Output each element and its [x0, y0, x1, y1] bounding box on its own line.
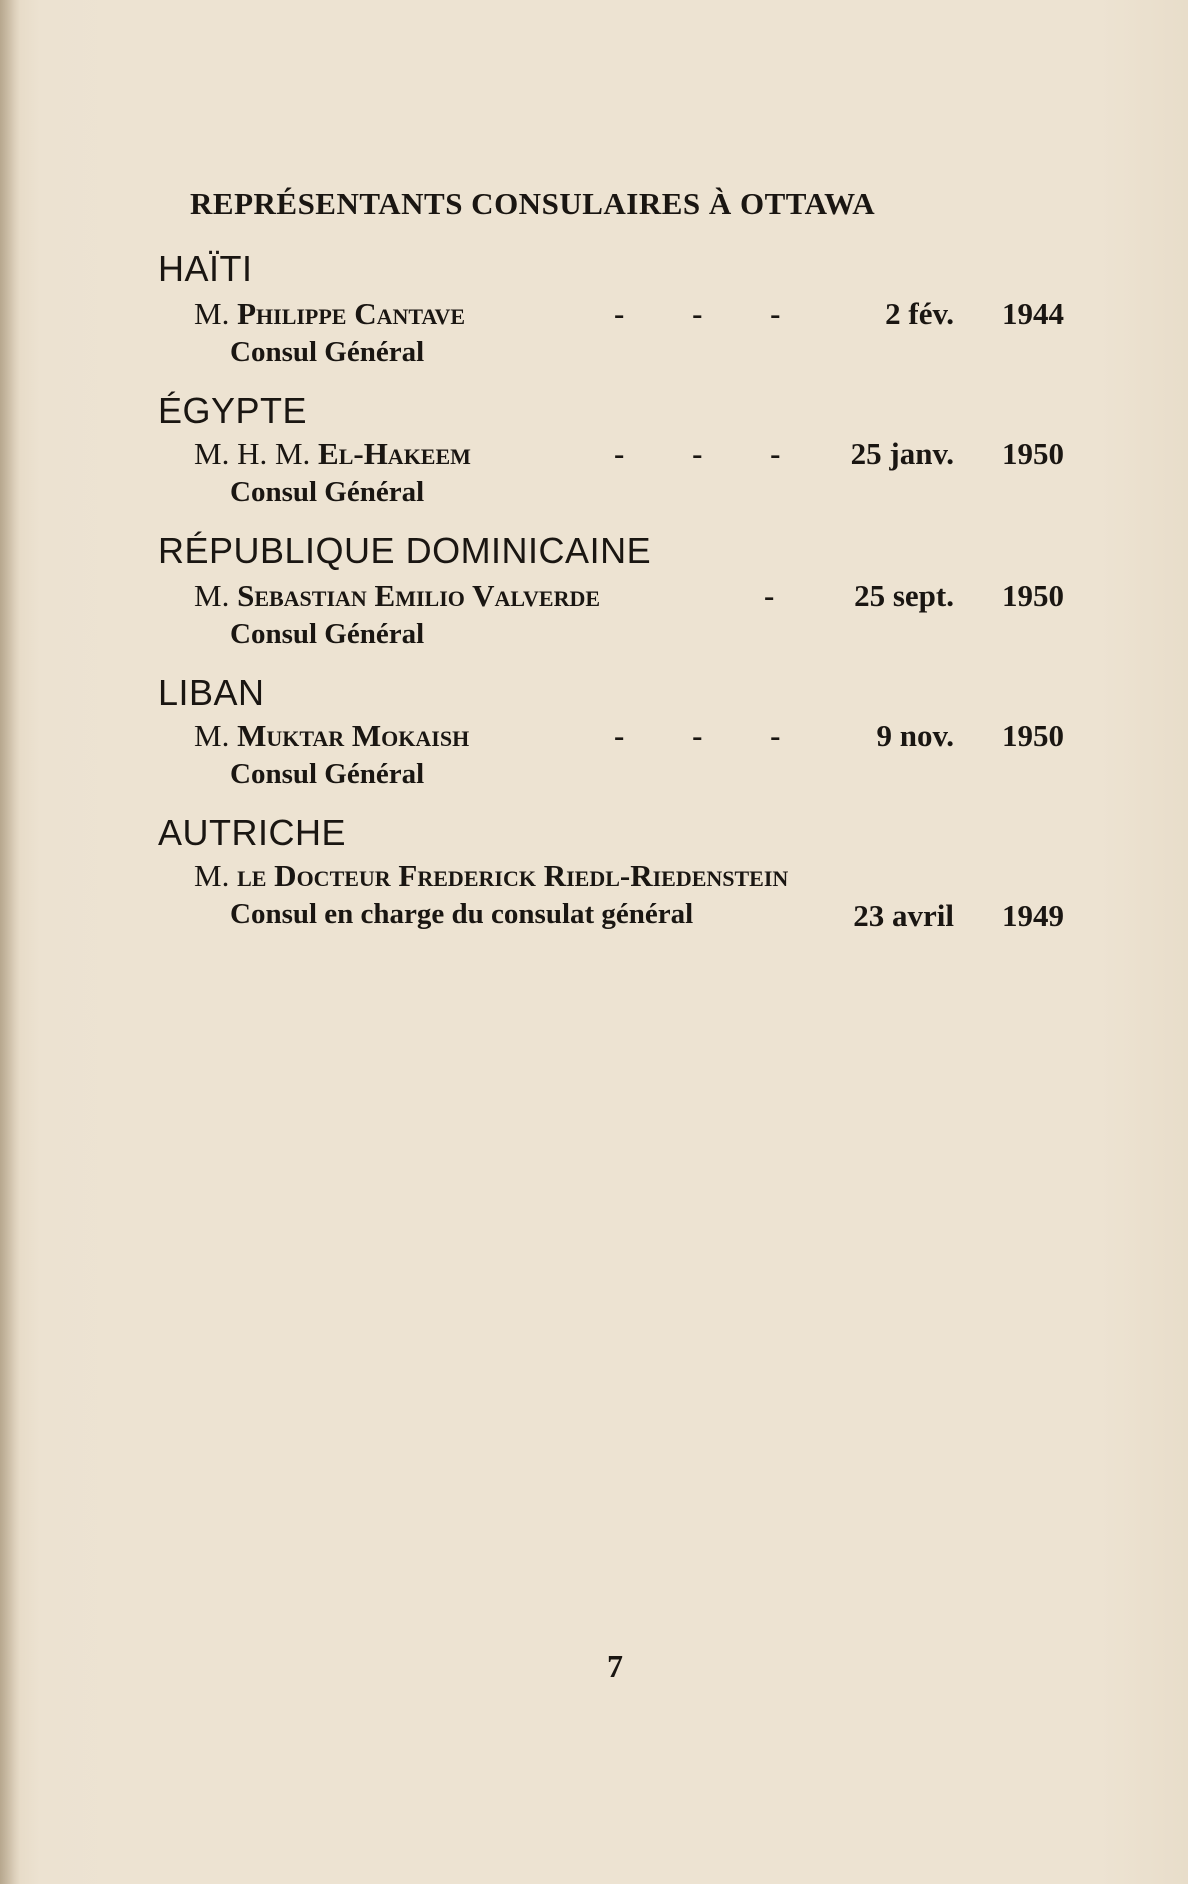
name-text: Muktar Mokaish [237, 718, 470, 753]
leader-dashes: - [764, 578, 805, 613]
name-prefix: M. H. M. [194, 436, 311, 471]
date-day-month: 9 nov. [876, 718, 954, 753]
country-heading-autriche: AUTRICHE [158, 812, 347, 853]
name-text: le Docteur Frederick Riedl-Riedenstein [237, 858, 789, 893]
consul-entry-liban [194, 718, 1064, 794]
page-number: 7 [607, 1648, 623, 1684]
name-prefix: M. [194, 296, 230, 331]
date-year: 1950 [1002, 436, 1064, 471]
consul-role: Consul en charge du consulat général [230, 898, 694, 930]
country-heading-egypte: ÉGYPTE [158, 390, 308, 431]
consul-role: Consul Général [230, 758, 425, 790]
consul-entry-autriche [194, 858, 1064, 938]
consul-name [194, 296, 465, 332]
consul-role: Consul Général [230, 618, 425, 650]
entry-name-line [194, 718, 1064, 758]
country-heading-liban: LIBAN [158, 672, 265, 713]
leader-dashes: - - - [614, 718, 811, 753]
consul-role: Consul Général [230, 476, 425, 508]
name-prefix: M. [194, 578, 230, 613]
name-text: Philippe Cantave [237, 296, 466, 331]
entry-name-line [194, 296, 1064, 336]
consul-role-line [194, 898, 1064, 938]
entry-name-line [194, 858, 1064, 898]
date-year: 1950 [1002, 578, 1064, 613]
spine-shadow [0, 0, 20, 1884]
date-year: 1950 [1002, 718, 1064, 753]
date-day-month: 25 janv. [850, 436, 954, 471]
consul-entry-republique-dominicaine [194, 578, 1064, 654]
name-text: El-Hakeem [318, 436, 471, 471]
entry-name-line [194, 578, 1064, 618]
date-day-month: 25 sept. [854, 578, 954, 613]
date-day-month: 23 avril [853, 898, 954, 933]
name-prefix: M. [194, 718, 230, 753]
date-year: 1944 [1002, 296, 1064, 331]
consul-entry-haiti [194, 296, 1064, 372]
consul-name [194, 436, 471, 472]
country-heading-republique-dominicaine: RÉPUBLIQUE DOMINICAINE [158, 530, 652, 571]
page-title: REPRÉSENTANTS CONSULAIRES À OTTAWA [190, 186, 876, 221]
leader-dashes: - - - [614, 296, 811, 331]
name-prefix: M. [194, 858, 230, 893]
consul-name [194, 858, 788, 894]
entry-name-line [194, 436, 1064, 476]
consul-entry-egypte [194, 436, 1064, 512]
leader-dashes: - - - [614, 436, 811, 471]
consul-name [194, 718, 469, 754]
date-year: 1949 [1002, 898, 1064, 933]
consul-role: Consul Général [230, 336, 425, 368]
name-text: Sebastian Emilio Valverde [237, 578, 601, 613]
date-day-month: 2 fév. [885, 296, 954, 331]
consul-name [194, 578, 600, 614]
country-heading-haiti: HAÏTI [158, 248, 253, 289]
